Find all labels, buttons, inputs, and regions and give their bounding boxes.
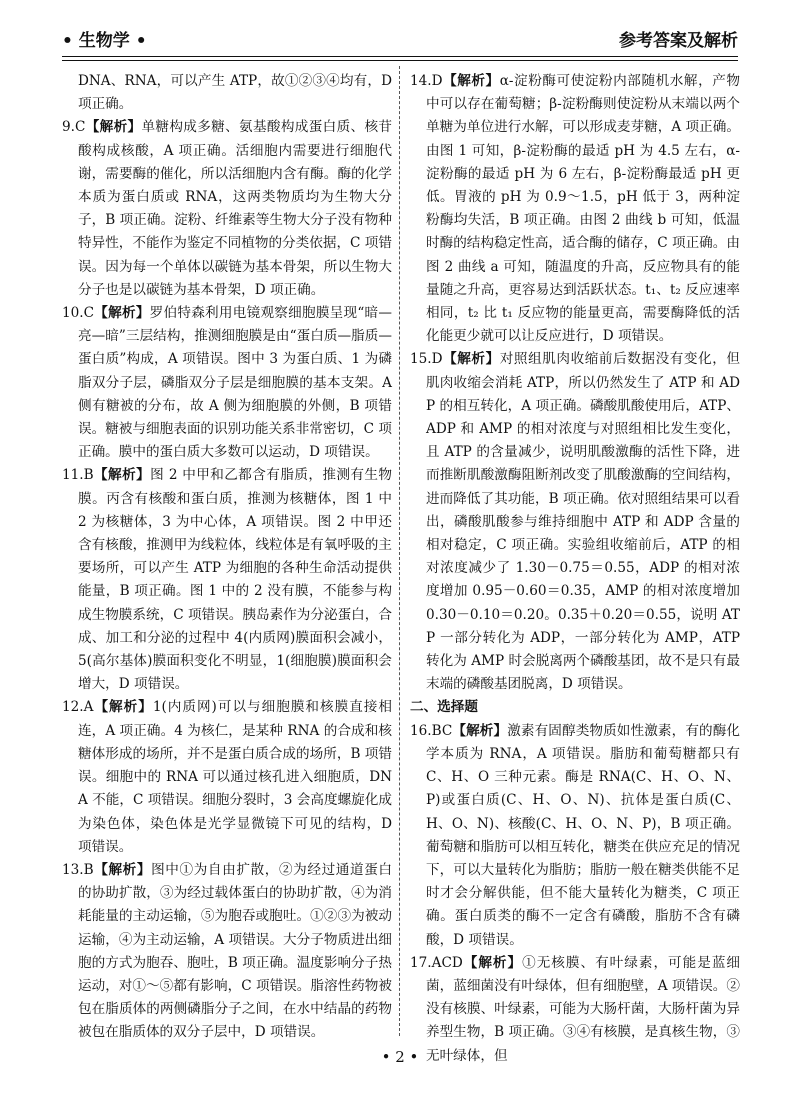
- analysis-tag: 【解析】: [462, 954, 523, 971]
- left-column: [62, 70, 392, 1045]
- answer-choice: B: [83, 861, 94, 878]
- answer-item: [62, 859, 392, 1045]
- analysis-text: ①无核膜、有叶绿素，可能是蓝细菌，蓝细菌没有叶绿体，但有细胞壁，A 项错误。②没有核膜、叶绿素，可能为大肠杆菌，大肠杆菌为异养型生物，B 项正确。③④有核膜，是真核生物，③无叶绿体，但: [426, 954, 741, 1064]
- header-subject: • 生物学 •: [62, 31, 147, 51]
- analysis-tag: 【解析】: [452, 722, 508, 739]
- analysis-tag: 【解析】: [94, 305, 150, 322]
- answer-item: [62, 116, 392, 302]
- question-number: 10.: [62, 305, 84, 322]
- answer-item: [410, 720, 740, 952]
- answer-choice: B: [83, 467, 94, 484]
- answer-continuation: [62, 70, 392, 116]
- analysis-text: 激素有固醇类物质如性激素，有的酶化学本质为 RNA，A 项错误。脂肪和葡萄糖都只有 C、H、O 三种元素。酶是 RNA(C、H、O、N、P)或蛋白质(C、H、O、N)、抗体是蛋白质(C、H、O、N)、核酸(C、H、O、N、P)，B 项正确。葡萄糖和脂肪可以相互转化，糖类在供应充足的情况下，可以大量转化为脂肪；脂肪一般在糖类供能不足时才会分解供能，但不能大量转化为糖类，C 项正确。蛋白质类的酶不一定含有磷酸，脂肪不含有磷酸，D 项错误。: [426, 722, 741, 948]
- answer-choice: D: [431, 351, 443, 368]
- question-number: 15.: [410, 351, 432, 368]
- analysis-tag: 【解析】: [93, 861, 152, 878]
- header-rule-thin: [62, 60, 738, 61]
- analysis-text: DNA、RNA，可以产生 ATP，故①②③④均有，D 项正确。: [78, 73, 392, 113]
- analysis-tag: 【解析】: [442, 73, 500, 89]
- page-number: • 2 •: [381, 1048, 419, 1066]
- question-number: 16.: [410, 722, 432, 739]
- column-divider: [399, 66, 400, 1036]
- analysis-text: 单糖构成多糖、氨基酸构成蛋白质、核苷酸构成核酸，A 项正确。活细胞内需要进行细胞代谢，需要酶的催化，所以活细胞内含有酶。酶的化学本质为蛋白质或 RNA，这两类物质均为生物大分子，B 项正确。淀粉、纤维素等生物大分子没有物种特异性，不能作为鉴定不同植物的分类依据，C 项错误。因为每一个单体以碳链为基本骨架，所以生物大分子也是以碳链为基本骨架，D 项正确。: [78, 119, 393, 298]
- answer-item: [410, 70, 740, 348]
- question-number: 13.: [62, 861, 84, 878]
- question-number: 17.: [410, 954, 432, 971]
- analysis-tag: 【解析】: [93, 467, 151, 484]
- analysis-text: 图 2 中甲和乙都含有脂质，推测有生物膜。丙含有核酸和蛋白质，推测为核糖体，图 1 中 2 为核糖体，3 为中心体，A 项错误。图 2 中甲还含有核酸，推测甲为线粒体，线粒体是有氧呼吸的主要场所，可以产生 ATP 为细胞的各种生命活动提供能量，B 项正确。图 1 中的 2 没有膜，不能参与构成生物膜系统，C 项错误。胰岛素作为分泌蛋白，合成、加工和分泌的过程中 4(内质网)膜面积会减小，5(高尔基体)膜面积变化不明显，1(细胞膜)膜面积会增大，D 项错误。: [78, 467, 392, 693]
- page-header: [62, 22, 738, 62]
- analysis-text: 对照组肌肉收缩前后数据没有变化，但肌肉收缩会消耗 ATP，所以仍然发生了 ATP 和 ADP 的相互转化，A 项正确。磷酸肌酸使用后，ATP、ADP 和 AMP 的相对浓度与对照组相比发生变化，且 ATP 的含量减少，说明肌酸激酶的活性下降，进而推断肌酸激酶阻断剂改变了肌酸激酶的空间结构，进而降低了其功能，B 项正确。依对照组结果可以看出，磷酸肌酸参与维持细胞中 ATP 和 ADP 含量的相对稳定，C 项正确。实验组收缩前后，ATP 的相对浓度减少了 1.30－0.75＝0.55，ADP 的相对浓度增加 0.95－0.60＝0.35，AMP 的相对浓度增加 0.30－0.10＝0.20。0.35＋0.20＝0.55，说明 ATP 一部分转化为 ADP，一部分转化为 AMP，ATP 转化为 AMP 时会脱离两个磷酸基团，故不是只有最末端的磷酸基团脱离，D 项错误。: [426, 351, 741, 693]
- answer-choice: BC: [431, 722, 453, 739]
- analysis-tag: 【解析】: [85, 119, 142, 136]
- answer-choice: C: [83, 305, 95, 322]
- analysis-tag: 【解析】: [442, 351, 500, 368]
- header-rule: [62, 56, 738, 57]
- answer-item: [410, 348, 740, 696]
- analysis-text: 1(内质网)可以与细胞膜和核膜直接相连，A 项正确。4 为核仁，是某种 RNA 的合成和核糖体形成的场所，并不是蛋白质合成的场所，B 项错误。细胞中的 RNA 可以通过核孔进入细胞质，DNA 不能，C 项错误。细胞分裂时，3 会高度螺旋化成为染色体，染色体是光学显微镜下可见的结构，D 项错误。: [78, 699, 392, 855]
- answer-item: [62, 302, 392, 464]
- question-number: 11.: [62, 467, 84, 484]
- section-heading: 二、选择题: [410, 699, 478, 716]
- answer-choice: ACD: [431, 954, 463, 971]
- answer-item: [62, 464, 392, 696]
- answer-choice: D: [431, 73, 443, 89]
- answer-item: [62, 696, 392, 858]
- right-column: [410, 70, 740, 1068]
- answer-choice: A: [83, 699, 94, 716]
- answer-choice: C: [74, 119, 86, 136]
- question-number: 12.: [62, 699, 84, 716]
- question-number: 9.: [62, 119, 75, 136]
- analysis-text: α-淀粉酶可使淀粉内部随机水解，产物中可以存在葡萄糖；β-淀粉酶则使淀粉从末端以两个单糖为单位进行水解，可以形成麦芽糖，A 项正确。由图 1 可知，β-淀粉酶的最适 pH 为 4.5 左右，α-淀粉酶的最适 pH 为 6 左右，β-淀粉酶最适 pH 更低。胃液的 pH 为 0.9～1.5，pH 低于 3，两种淀粉酶均失活，B 项正确。由图 2 曲线 b 可知，低温时酶的结构稳定性高，适合酶的储存，C 项正确。由图 2 曲线 a 可知，随温度的升高，反应物具有的能量随之升高，更容易达到活跃状态。t₁、t₂ 反应速率相同，t₂ 比 t₁ 反应物的能量更高，需要酶降低的活化能更少就可以让反应进行，D 项错误。: [426, 73, 740, 345]
- question-number: 14.: [410, 73, 432, 89]
- analysis-tag: 【解析】: [93, 699, 153, 716]
- analysis-text: 图中①为自由扩散，②为经过通道蛋白的协助扩散，③为经过载体蛋白的协助扩散，④为消耗能量的主动运输，⑤为胞吞或胞吐。①②③为被动运输，④为主动运输，A 项错误。大分子物质进出细胞的方式为胞吞、胞吐，B 项正确。温度影响分子热运动，对①～⑤都有影响，C 项错误。脂溶性药物被包在脂质体的两侧磷脂分子之间，在水中结晶的药物被包在脂质体的双分子层中，D 项错误。: [78, 861, 393, 1041]
- header-title: 参考答案及解析: [619, 31, 738, 51]
- analysis-text: 罗伯特森利用电镜观察细胞膜呈现“暗—亮—暗”三层结构，推测细胞膜是由“蛋白质—脂质—蛋白质”构成，A 项错误。图中 3 为蛋白质、1 为磷脂双分子层，磷脂双分子层是细胞膜的基本支架。A 侧有糖被的分布，故 A 侧为细胞膜的外侧，B 项错误。糖被与细胞表面的识别功能关系非常密切，C 项正确。膜中的蛋白质大多数可以运动，D 项错误。: [78, 305, 393, 461]
